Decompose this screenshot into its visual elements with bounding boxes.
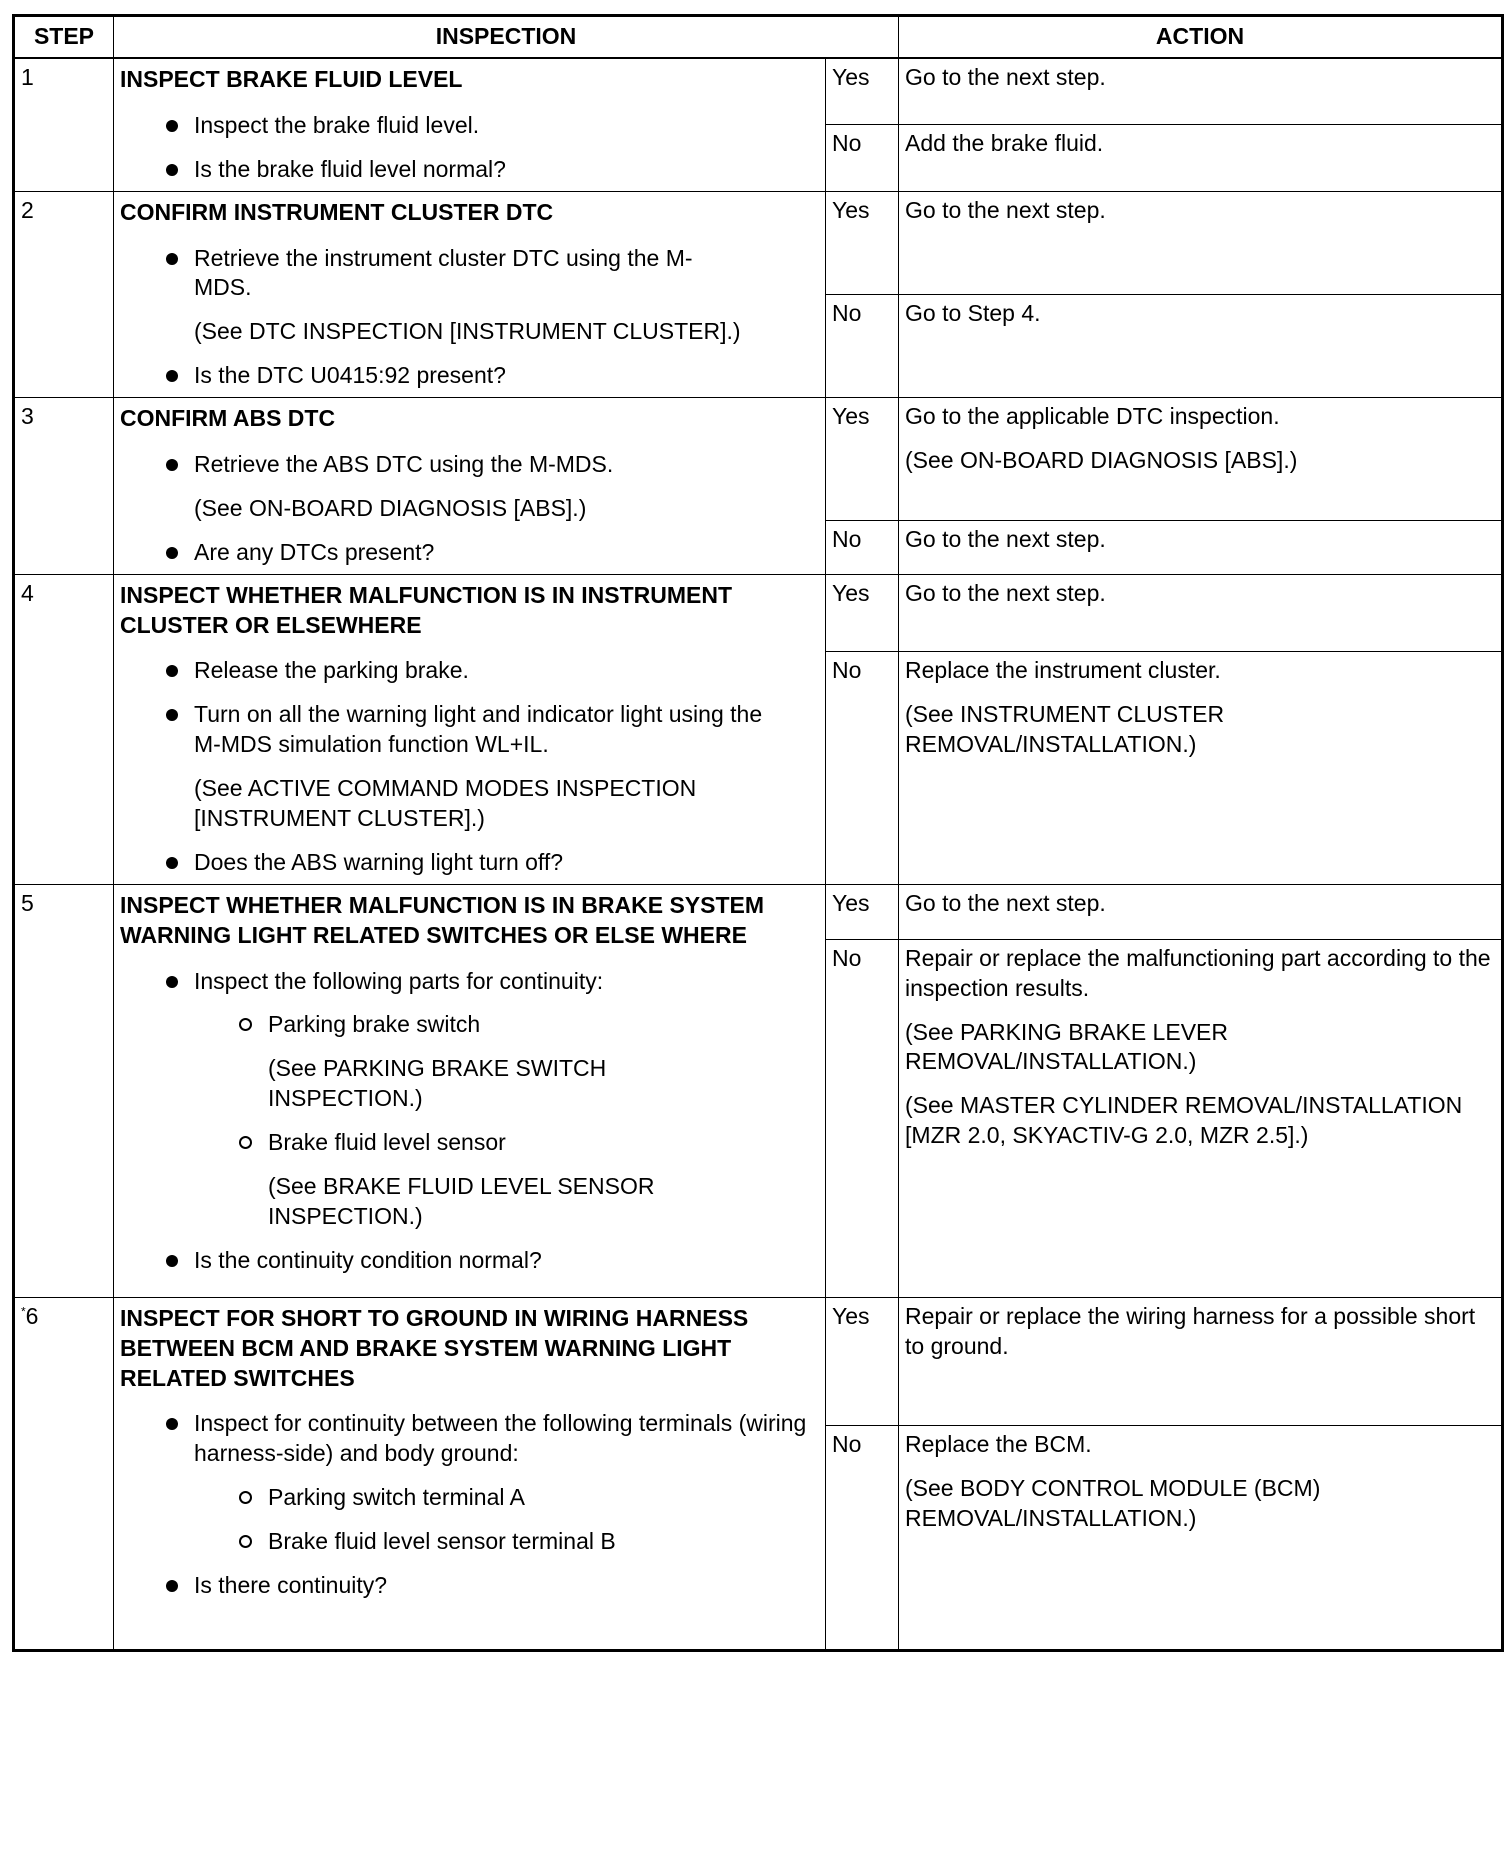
step-row — [14, 884, 1503, 939]
step-number: 1 — [14, 58, 114, 191]
step-row — [14, 398, 1503, 521]
bullet-list — [120, 967, 819, 997]
yes-label: Yes — [826, 58, 899, 125]
bullet-item: Is there continuity? — [120, 1571, 819, 1601]
no-action: Add the brake fluid. — [899, 125, 1503, 192]
reference-text: (See ON-BOARD DIAGNOSIS [ABS].) — [194, 494, 587, 521]
step-row — [14, 58, 1503, 125]
no-label: No — [826, 521, 899, 574]
no-label: No — [826, 939, 899, 1297]
bullet-list — [120, 1246, 819, 1276]
sub-item: Parking brake switch — [120, 1010, 819, 1040]
no-action-cell — [899, 652, 1503, 885]
header-action: ACTION — [899, 16, 1503, 59]
inspection-cell — [114, 1297, 826, 1650]
no-action: Go to Step 4. — [899, 294, 1503, 397]
bullet-list — [120, 111, 819, 185]
diagnostic-table — [12, 14, 1504, 1652]
bullet-list — [120, 538, 819, 568]
step-number: 6 — [25, 1302, 39, 1329]
yes-label: Yes — [826, 1297, 899, 1425]
no-action-cell — [899, 939, 1503, 1297]
bullet-list — [120, 361, 819, 391]
step-number-cell — [14, 1297, 114, 1650]
yes-action: Go to the next step. — [899, 191, 1503, 294]
yes-label: Yes — [826, 191, 899, 294]
no-label: No — [826, 1425, 899, 1650]
bullet-item: Release the parking brake. — [120, 656, 819, 686]
step-number: 3 — [14, 398, 114, 575]
no-action: Replace the instrument cluster. — [905, 657, 1221, 684]
yes-action: Go to the next step. — [899, 58, 1503, 125]
yes-label: Yes — [826, 398, 899, 521]
inspection-cell — [114, 398, 826, 575]
sub-list — [120, 1010, 819, 1040]
reference-text: (See PARKING BRAKE SWITCH INSPECTION.) — [268, 1055, 607, 1112]
reference-text: (See BRAKE FLUID LEVEL SENSOR INSPECTION.) — [268, 1173, 655, 1229]
step-number: 5 — [14, 884, 114, 1297]
step-title: CONFIRM INSTRUMENT CLUSTER DTC — [120, 198, 554, 225]
reference-text: (See DTC INSPECTION [INSTRUMENT CLUSTER].) — [194, 318, 741, 345]
bullet-item: Is the brake fluid level normal? — [120, 155, 819, 185]
header-inspection: INSPECTION — [114, 16, 899, 59]
bullet-item: Inspect the brake fluid level. — [120, 111, 819, 141]
bullet-item: Is the DTC U0415:92 present? — [120, 361, 819, 391]
yes-action: Go to the next step. — [899, 884, 1503, 939]
bullet-item: Are any DTCs present? — [120, 538, 819, 568]
reference-text: (See ACTIVE COMMAND MODES INSPECTION [INSTRUMENT CLUSTER].) — [194, 775, 697, 832]
step-row — [14, 1297, 1503, 1425]
reference-text: (See INSTRUMENT CLUSTER REMOVAL/INSTALLATION.) — [905, 701, 1225, 757]
no-action: Repair or replace the malfunctioning part according to the inspection results. — [905, 944, 1491, 1001]
step-title: INSPECT WHETHER MALFUNCTION IS IN INSTRUMENT CLUSTER OR ELSEWHERE — [120, 581, 733, 638]
sub-list — [120, 1128, 819, 1158]
bullet-list — [120, 450, 819, 480]
yes-action: Go to the next step. — [899, 574, 1503, 652]
no-action-cell — [899, 1425, 1503, 1650]
sub-item: Parking switch terminal A — [120, 1483, 819, 1513]
bullet-list — [120, 656, 819, 760]
header-step: STEP — [14, 16, 114, 59]
bullet-item: Inspect for continuity between the following terminals (wiring harness-side) and body ground: — [120, 1409, 819, 1469]
reference-text: (See MASTER CYLINDER REMOVAL/INSTALLATION [MZR 2.0, SKYACTIV-G 2.0, MZR 2.5].) — [905, 1092, 1463, 1149]
step-number: 2 — [14, 191, 114, 397]
step-number: 4 — [14, 574, 114, 884]
inspection-cell — [114, 574, 826, 884]
inspection-cell — [114, 58, 826, 191]
bullet-item: Is the continuity condition normal? — [120, 1246, 819, 1276]
sub-item: Brake fluid level sensor terminal B — [120, 1527, 819, 1557]
reference-text: (See ON-BOARD DIAGNOSIS [ABS].) — [905, 447, 1298, 474]
no-label: No — [826, 125, 899, 192]
yes-action-cell — [899, 398, 1503, 521]
yes-label: Yes — [826, 884, 899, 939]
no-action: Go to the next step. — [899, 521, 1503, 574]
step-row — [14, 191, 1503, 294]
bullet-list — [120, 244, 819, 304]
no-action: Replace the BCM. — [905, 1430, 1092, 1457]
bullet-item: Inspect the following parts for continuity: — [120, 967, 819, 997]
step-row — [14, 574, 1503, 652]
bullet-item: Retrieve the ABS DTC using the M-MDS. — [120, 450, 819, 480]
reference-text: (See BODY CONTROL MODULE (BCM) REMOVAL/INSTALLATION.) — [905, 1474, 1321, 1531]
bullet-item: Does the ABS warning light turn off? — [120, 848, 819, 878]
bullet-list — [120, 1571, 819, 1601]
step-mark: * — [21, 1304, 26, 1319]
yes-action: Go to the applicable DTC inspection. — [905, 403, 1280, 430]
inspection-cell — [114, 884, 826, 1297]
step-title: INSPECT FOR SHORT TO GROUND IN WIRING HARNESS BETWEEN BCM AND BRAKE SYSTEM WARNING LIGHT RELATED SWITCHES — [120, 1304, 749, 1391]
no-label: No — [826, 652, 899, 885]
step-title: INSPECT BRAKE FLUID LEVEL — [120, 66, 463, 92]
yes-action: Repair or replace the wiring harness for a possible short to ground. — [899, 1297, 1503, 1425]
sub-item: Brake fluid level sensor — [120, 1128, 819, 1158]
inspection-cell — [114, 191, 826, 397]
yes-label: Yes — [826, 574, 899, 652]
no-label: No — [826, 294, 899, 397]
bullet-item: Turn on all the warning light and indicator light using the M-MDS simulation function WL+IL. — [120, 700, 819, 760]
bullet-item: Retrieve the instrument cluster DTC using the M-MDS. — [120, 244, 819, 304]
bullet-list — [120, 848, 819, 878]
step-title: INSPECT WHETHER MALFUNCTION IS IN BRAKE SYSTEM WARNING LIGHT RELATED SWITCHES OR ELSE WHERE — [120, 891, 765, 948]
sub-list — [120, 1483, 819, 1557]
step-title: CONFIRM ABS DTC — [120, 405, 336, 432]
bullet-list — [120, 1409, 819, 1469]
table-header-row — [14, 16, 1503, 59]
reference-text: (See PARKING BRAKE LEVER REMOVAL/INSTALLATION.) — [905, 1018, 1228, 1075]
